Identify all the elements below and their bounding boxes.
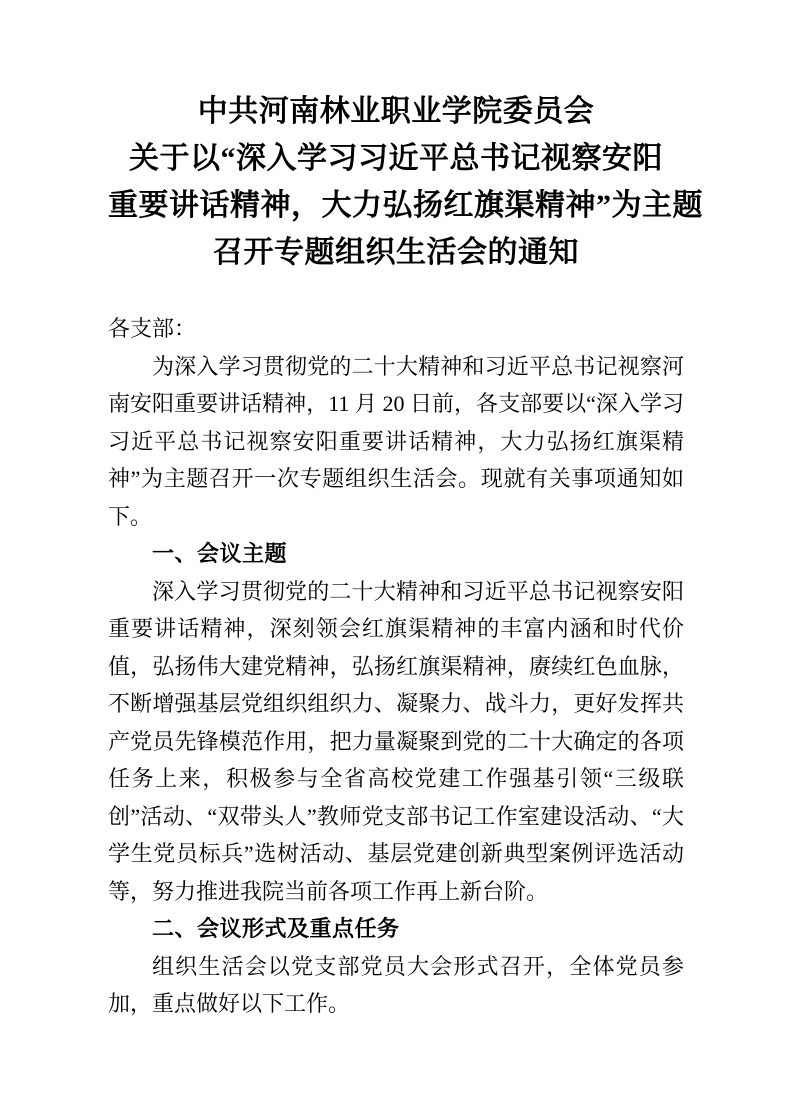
section-heading-1: 一、会议主题 [152,541,288,566]
title-line-3: 重要讲话精神，大力弘扬红旗渠精神”为主题 [108,189,703,222]
section-heading-2: 二、会议形式及重点任务 [152,916,400,941]
title-line-1: 中共河南林业职业学院委员会 [197,95,595,128]
title-line-4: 召开专题组织生活会的通知 [213,236,579,269]
paragraph-section-2: 组织生活会以党支部党员大会形式召开，全体党员参加，重点做好以下工作。 [108,953,684,1016]
salutation: 各支部： [108,316,197,341]
document-body [108,310,684,1023]
title-line-2: 关于以“深入学习习近平总书记视察安阳 [129,142,663,175]
document-title [108,88,703,276]
paragraph-section-1: 深入学习贯彻党的二十大精神和习近平总书记视察安阳重要讲话精神，深刻领会红旗渠精神的丰富内涵和时代价值，弘扬伟大建党精神，弘扬红旗渠精神，赓续红色血脉，不断增强基层党组织组织力、凝聚力、战斗力，更好发挥共产党员先锋模范作用，把力量凝聚到党的二十大确定的各项任务上来，积极参与全省高校党建工作强基引领“三级联创”活动、“双带头人”教师党支部书记工作室建设活动、“大学生党员标兵”选树活动、基层党建创新典型案例评选活动等，努力推进我院当前各项工作再上新台阶。 [108,578,684,904]
paragraph-intro: 为深入学习贯彻党的二十大精神和习近平总书记视察河南安阳重要讲话精神，11 月 20 日前，各支部要以“深入学习习近平总书记视察安阳重要讲话精神，大力弘扬红旗渠精神”为主题召开一次专题组织生活会。现就有关事项通知如下。 [108,353,684,529]
